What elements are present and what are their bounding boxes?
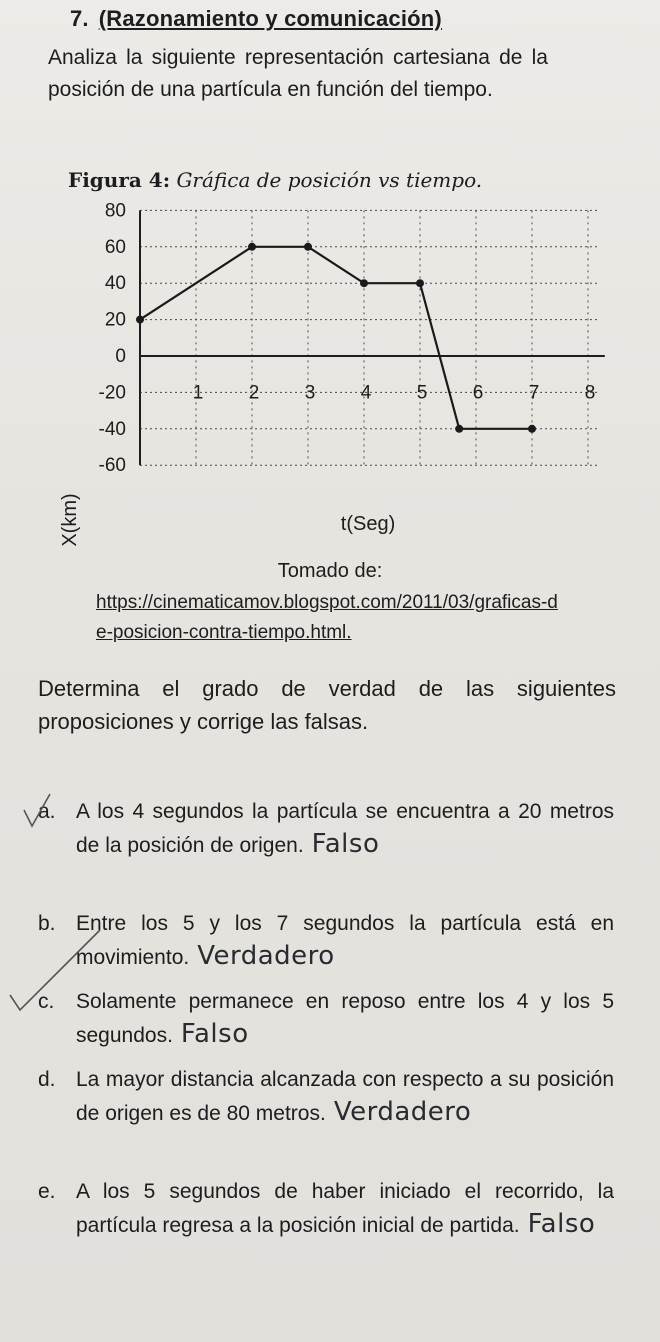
y-tick-label: -20: [98, 382, 126, 404]
y-tick-label: -40: [98, 418, 126, 440]
x-tick-label: 6: [472, 382, 484, 404]
item-answer: Verdadero: [333, 1097, 472, 1127]
x-tick-label: 1: [192, 382, 204, 404]
proposition-e: [38, 1176, 614, 1242]
item-text: A los 5 segundos de haber iniciado el recorrido, la partícula regresa a la posición inicial de partida.: [76, 1180, 614, 1237]
proposition-d: [38, 1064, 614, 1130]
proposition-a: [38, 796, 614, 862]
item-answer: Falso: [180, 1019, 249, 1049]
item-answer: Falso: [311, 829, 380, 859]
question-number: 7.: [70, 6, 89, 31]
item-answer: Falso: [527, 1209, 596, 1239]
source-title: Tomado de:: [277, 560, 383, 582]
data-point: [248, 243, 256, 251]
data-point: [136, 316, 144, 324]
data-point: [304, 243, 312, 251]
chart-y-axis-label: X(km): [59, 493, 81, 547]
x-tick-label: 5: [416, 382, 428, 404]
item-letter: d.: [38, 1068, 56, 1091]
data-point: [416, 279, 424, 287]
item-text: Entre los 5 y los 7 segundos la partícula está en movimiento.: [76, 912, 614, 969]
chart-x-axis-label: t(Seg): [340, 513, 396, 535]
item-letter: c.: [38, 990, 55, 1013]
y-tick-label: 0: [115, 346, 126, 367]
item-letter: b.: [38, 912, 56, 935]
x-tick-label: 3: [304, 382, 316, 404]
question-intro: Analiza la siguiente representación cartesiana de la posición de una partícula en función del tiempo.: [48, 46, 548, 101]
y-tick-label: -60: [98, 455, 126, 477]
data-point: [528, 425, 536, 433]
proposition-b: [38, 908, 614, 974]
x-tick-label: 2: [248, 382, 260, 404]
x-tick-label: 8: [584, 382, 596, 404]
position-time-chart: [0, 190, 660, 560]
y-tick-label: 40: [104, 273, 126, 295]
figure-caption: [68, 168, 482, 192]
item-letter: e.: [38, 1180, 56, 1203]
item-answer: Verdadero: [197, 941, 335, 971]
item-letter: a.: [38, 800, 56, 823]
data-point: [360, 279, 368, 287]
item-text: Solamente permanece en reposo entre los 4 y los 5 segundos.: [76, 990, 614, 1047]
question-header: [70, 6, 442, 32]
y-tick-label: 20: [104, 309, 126, 331]
x-tick-label: 4: [360, 382, 372, 404]
instruction-text: Determina el grado de verdad de las siguientes proposiciones y corrige las falsas.: [38, 676, 616, 734]
y-tick-label: 80: [104, 200, 126, 222]
proposition-c: [38, 986, 614, 1052]
data-point: [455, 425, 463, 433]
figure-label: Figura 4:: [68, 168, 171, 192]
x-tick-label: 7: [528, 382, 540, 404]
figure-title: Gráfica de posición vs tiempo.: [176, 168, 483, 192]
item-text: A los 4 segundos la partícula se encuentra a 20 metros de la posición de origen.: [76, 800, 614, 857]
source-link[interactable]: https://cinematicamov.blogspot.com/2011/03/graficas-de-posicion-contra-tiempo.html.: [96, 592, 558, 643]
y-tick-label: 60: [104, 236, 126, 258]
chart-tick-labels: [99, 200, 596, 476]
item-text: La mayor distancia alcanzada con respecto a su posición de origen es de 80 metros.: [76, 1068, 614, 1125]
question-topic: (Razonamiento y comunicación): [98, 6, 442, 31]
